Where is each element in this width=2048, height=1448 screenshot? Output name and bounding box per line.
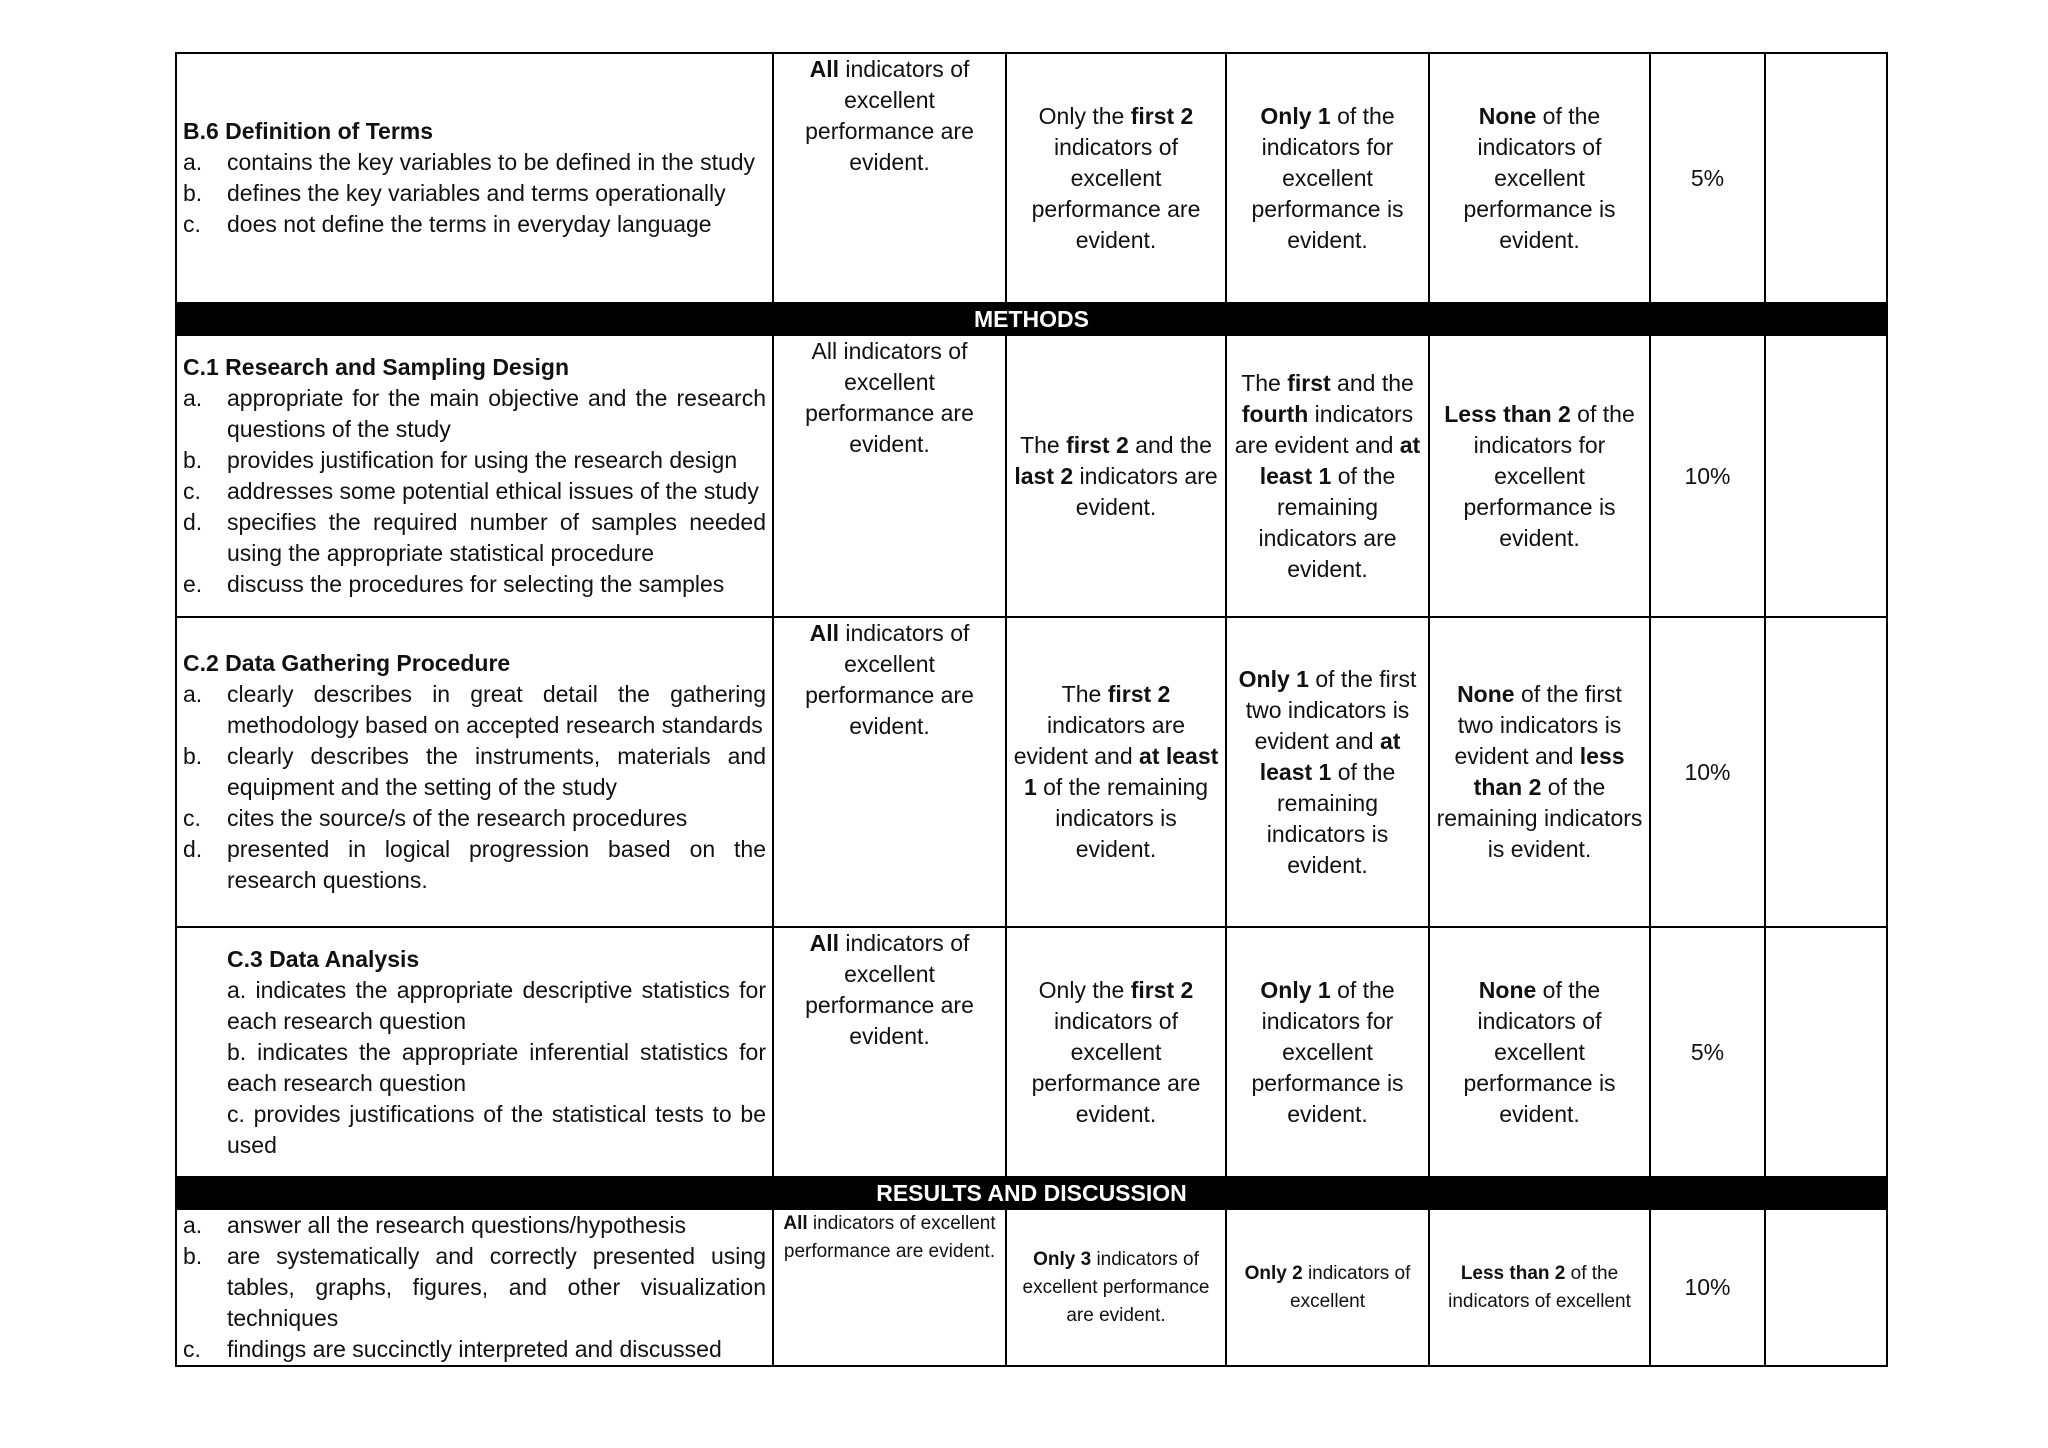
indicator-text: cites the source/s of the research procedures <box>227 805 688 831</box>
indicator-item <box>183 178 766 209</box>
level-3-cell-part: indicators of excellent performance are evident. <box>1022 1248 1210 1326</box>
criterion-title: C.2 Data Gathering Procedure <box>183 650 511 676</box>
level-1-cell-part: of the indicators of excellent performance is evident. <box>1463 102 1616 253</box>
rubric-row <box>176 1209 1887 1366</box>
level-3-cell-part: first 2 <box>1066 431 1129 458</box>
level-2-cell-part: at least 1 <box>1259 727 1401 785</box>
level-3-cell-part: Only the <box>1038 102 1131 129</box>
indicator-mark: b. <box>183 743 203 769</box>
level-2-cell-part: Only 2 <box>1244 1262 1303 1284</box>
level-4-cell <box>773 617 1006 927</box>
level-3-cell <box>1006 335 1226 617</box>
indicator-item <box>183 679 766 741</box>
indicator-item <box>183 741 766 803</box>
level-3-cell-part: and the <box>1128 431 1212 458</box>
rubric-table <box>175 52 1888 1367</box>
level-2-cell-part: of the indicators for excellent performance is evident. <box>1251 102 1404 253</box>
level-2-cell <box>1226 335 1429 617</box>
level-2-cell-part: and the <box>1330 369 1414 396</box>
section-header-row <box>176 1177 1887 1209</box>
indicator-item <box>183 1241 766 1334</box>
level-2-cell <box>1226 53 1429 303</box>
indicator-text: discuss the procedures for selecting the samples <box>227 571 725 597</box>
level-3-cell-part: The <box>1061 681 1108 707</box>
level-2-cell-part: indicators of excellent <box>1290 1262 1411 1312</box>
level-1-cell-part: None <box>1478 976 1537 1003</box>
weight-cell: 5% <box>1650 53 1765 303</box>
indicator-text: does not define the terms in everyday language <box>227 211 712 237</box>
level-1-cell-part: Less than 2 <box>1460 1262 1566 1284</box>
level-3-cell-part: first 2 <box>1130 102 1194 129</box>
level-2-cell-part: indicators are evident and <box>1234 400 1414 458</box>
indicator-text: defines the key variables and terms operationally <box>227 180 726 206</box>
weight-cell: 10% <box>1650 335 1765 617</box>
level-4-cell <box>773 927 1006 1177</box>
level-1-cell-part: of the indicators of excellent <box>1448 1262 1631 1312</box>
level-4-cell-part: All <box>809 56 839 82</box>
indicator-text: provides justification for using the research design <box>227 447 738 473</box>
score-cell <box>1765 53 1887 303</box>
level-3-cell-part: at least 1 <box>1023 743 1219 800</box>
criterion-title: B.6 Definition of Terms <box>183 118 434 144</box>
indicator-list <box>183 147 766 240</box>
criterion-cell <box>176 617 773 927</box>
weight-cell: 10% <box>1650 1209 1765 1366</box>
indicator-text: contains the key variables to be defined in the study <box>227 149 756 175</box>
level-4-cell <box>773 335 1006 617</box>
indicator-mark: a. <box>183 1212 203 1238</box>
level-2-cell <box>1226 1209 1429 1366</box>
indicator-item <box>183 445 766 476</box>
indicator-item <box>183 383 766 445</box>
rubric-row <box>176 335 1887 617</box>
indicator-text: answer all the research questions/hypothesis <box>227 1212 686 1238</box>
criterion-cell <box>176 53 773 303</box>
criterion-title: C.3 Data Analysis <box>227 945 420 972</box>
score-cell <box>1765 927 1887 1177</box>
level-4-cell <box>773 1209 1006 1366</box>
level-3-cell <box>1006 1209 1226 1366</box>
indicator-mark: e. <box>183 571 203 597</box>
weight-cell: 10% <box>1650 617 1765 927</box>
level-1-cell <box>1429 53 1650 303</box>
indicator-text: appropriate for the main objective and the research questions of the study <box>227 385 766 442</box>
level-3-cell <box>1006 927 1226 1177</box>
level-4-cell-part: All <box>809 620 839 646</box>
level-4-cell-part: All <box>783 1213 808 1234</box>
indicator-mark: c. <box>183 1336 201 1362</box>
level-4-cell-part: All <box>809 930 839 956</box>
rubric-row <box>176 617 1887 927</box>
level-3-cell-part: Only the <box>1038 976 1131 1003</box>
level-4-cell-part: indicators of excellent performance are evident. <box>805 56 974 175</box>
indicator-text: clearly describes in great detail the gathering methodology based on accepted research standards <box>227 681 766 738</box>
level-2-cell-part: The <box>1241 369 1288 396</box>
level-3-cell-part: Only 3 <box>1033 1248 1092 1270</box>
level-2-cell <box>1226 617 1429 927</box>
level-2-cell-part: of the indicators for excellent performance is evident. <box>1251 976 1404 1127</box>
level-4-cell-part: indicators of excellent performance are evident. <box>783 1213 996 1262</box>
level-1-cell <box>1429 617 1650 927</box>
indicator-list <box>183 679 766 896</box>
level-2-cell-part: Only 1 <box>1260 976 1331 1003</box>
level-3-cell <box>1006 617 1226 927</box>
indicator-line: c. provides justifications of the statistical tests to be used <box>227 1100 766 1158</box>
indicator-text: specifies the required number of samples needed using the appropriate statistical procedure <box>227 509 766 566</box>
level-2-cell-part: of the remaining indicators are evident. <box>1258 462 1397 582</box>
level-3-cell <box>1006 53 1226 303</box>
indicator-text: clearly describes the instruments, materials and equipment and the setting of the study <box>227 743 766 800</box>
indicator-mark: a. <box>183 385 203 411</box>
level-2-cell-part: of the first two indicators is evident and <box>1245 665 1417 754</box>
level-2-cell-part: Only 1 <box>1260 102 1331 129</box>
indicator-item <box>183 209 766 240</box>
indicator-mark: d. <box>183 509 203 535</box>
indicator-mark: d. <box>183 836 203 862</box>
level-4-cell-part: All indicators of excellent performance are evident. <box>805 338 974 457</box>
level-2-cell-part: fourth <box>1241 400 1309 427</box>
indicator-list <box>183 383 766 600</box>
level-2-cell <box>1226 927 1429 1177</box>
score-cell <box>1765 617 1887 927</box>
indicator-item <box>183 834 766 896</box>
indicator-list <box>183 1210 766 1365</box>
indicator-mark: b. <box>183 180 203 206</box>
level-3-cell-part: first 2 <box>1107 681 1171 707</box>
level-1-cell-part: of the indicators of excellent performance is evident. <box>1463 976 1616 1127</box>
indicator-item <box>183 147 766 178</box>
level-1-cell-part: less than 2 <box>1473 743 1625 800</box>
indicator-item <box>183 507 766 569</box>
rubric-row <box>176 53 1887 303</box>
level-1-cell-part: of the first two indicators is evident and <box>1454 681 1622 769</box>
indicator-item <box>183 569 766 600</box>
section-header-results: RESULTS AND DISCUSSION <box>176 1177 1887 1209</box>
score-cell <box>1765 1209 1887 1366</box>
level-1-cell-part: None <box>1457 681 1515 707</box>
level-2-cell-part: first <box>1287 369 1331 396</box>
level-3-cell-part: indicators of excellent performance are evident. <box>1031 133 1201 253</box>
indicator-mark: c. <box>183 805 201 831</box>
indicator-item <box>183 1334 766 1365</box>
level-3-cell-part: first 2 <box>1130 976 1194 1003</box>
indicator-mark: c. <box>183 211 201 237</box>
indicator-line: b. indicates the appropriate inferential statistics for each research question <box>227 1038 766 1096</box>
indicator-mark: a. <box>183 681 203 707</box>
indicator-item <box>183 803 766 834</box>
level-4-cell <box>773 53 1006 303</box>
indicator-text: addresses some potential ethical issues of the study <box>227 478 759 504</box>
level-3-cell-part: indicators are evident and <box>1013 712 1186 769</box>
level-2-cell-part: Only 1 <box>1238 665 1309 692</box>
indicator-text: presented in logical progression based on the research questions. <box>227 836 766 893</box>
level-1-cell <box>1429 927 1650 1177</box>
indicator-mark: c. <box>183 478 201 504</box>
level-2-cell-part: at least 1 <box>1259 431 1421 489</box>
criterion-cell <box>176 927 773 1177</box>
indicator-mark: a. <box>183 149 203 175</box>
indicator-mark: b. <box>183 1243 203 1269</box>
level-1-cell <box>1429 335 1650 617</box>
level-3-cell-part: last 2 <box>1014 462 1074 489</box>
indicator-line: a. indicates the appropriate descriptive statistics for each research question <box>227 976 766 1034</box>
level-1-cell-part: of the indicators for excellent performance is evident. <box>1463 400 1635 551</box>
section-header-methods: METHODS <box>176 303 1887 335</box>
indicator-text: findings are succinctly interpreted and discussed <box>227 1336 722 1362</box>
score-cell <box>1765 335 1887 617</box>
weight-cell: 5% <box>1650 927 1765 1177</box>
level-3-cell-part: indicators of excellent performance are evident. <box>1031 1007 1201 1127</box>
level-4-cell-part: indicators of excellent performance are evident. <box>805 930 974 1049</box>
indicator-mark: b. <box>183 447 203 473</box>
level-1-cell <box>1429 1209 1650 1366</box>
rubric-row <box>176 927 1887 1177</box>
indicator-item <box>183 1210 766 1241</box>
section-header-row <box>176 303 1887 335</box>
level-2-cell-part: of the remaining indicators is evident. <box>1266 758 1396 878</box>
level-1-cell-part: None <box>1478 102 1537 129</box>
criterion-cell <box>176 335 773 617</box>
level-3-cell-part: indicators are evident. <box>1073 462 1218 520</box>
criterion-title: C.1 Research and Sampling Design <box>183 354 570 380</box>
indicator-item <box>183 476 766 507</box>
criterion-cell <box>176 1209 773 1366</box>
indicator-text: are systematically and correctly presented using tables, graphs, figures, and other visualization techniques <box>227 1243 766 1331</box>
level-4-cell-part: indicators of excellent performance are evident. <box>805 620 974 739</box>
level-1-cell-part: Less than 2 <box>1444 400 1571 427</box>
level-3-cell-part: of the remaining indicators is evident. <box>1036 774 1209 862</box>
level-3-cell-part: The <box>1020 431 1067 458</box>
level-1-cell-part: of the remaining indicators is evident. <box>1436 774 1643 862</box>
